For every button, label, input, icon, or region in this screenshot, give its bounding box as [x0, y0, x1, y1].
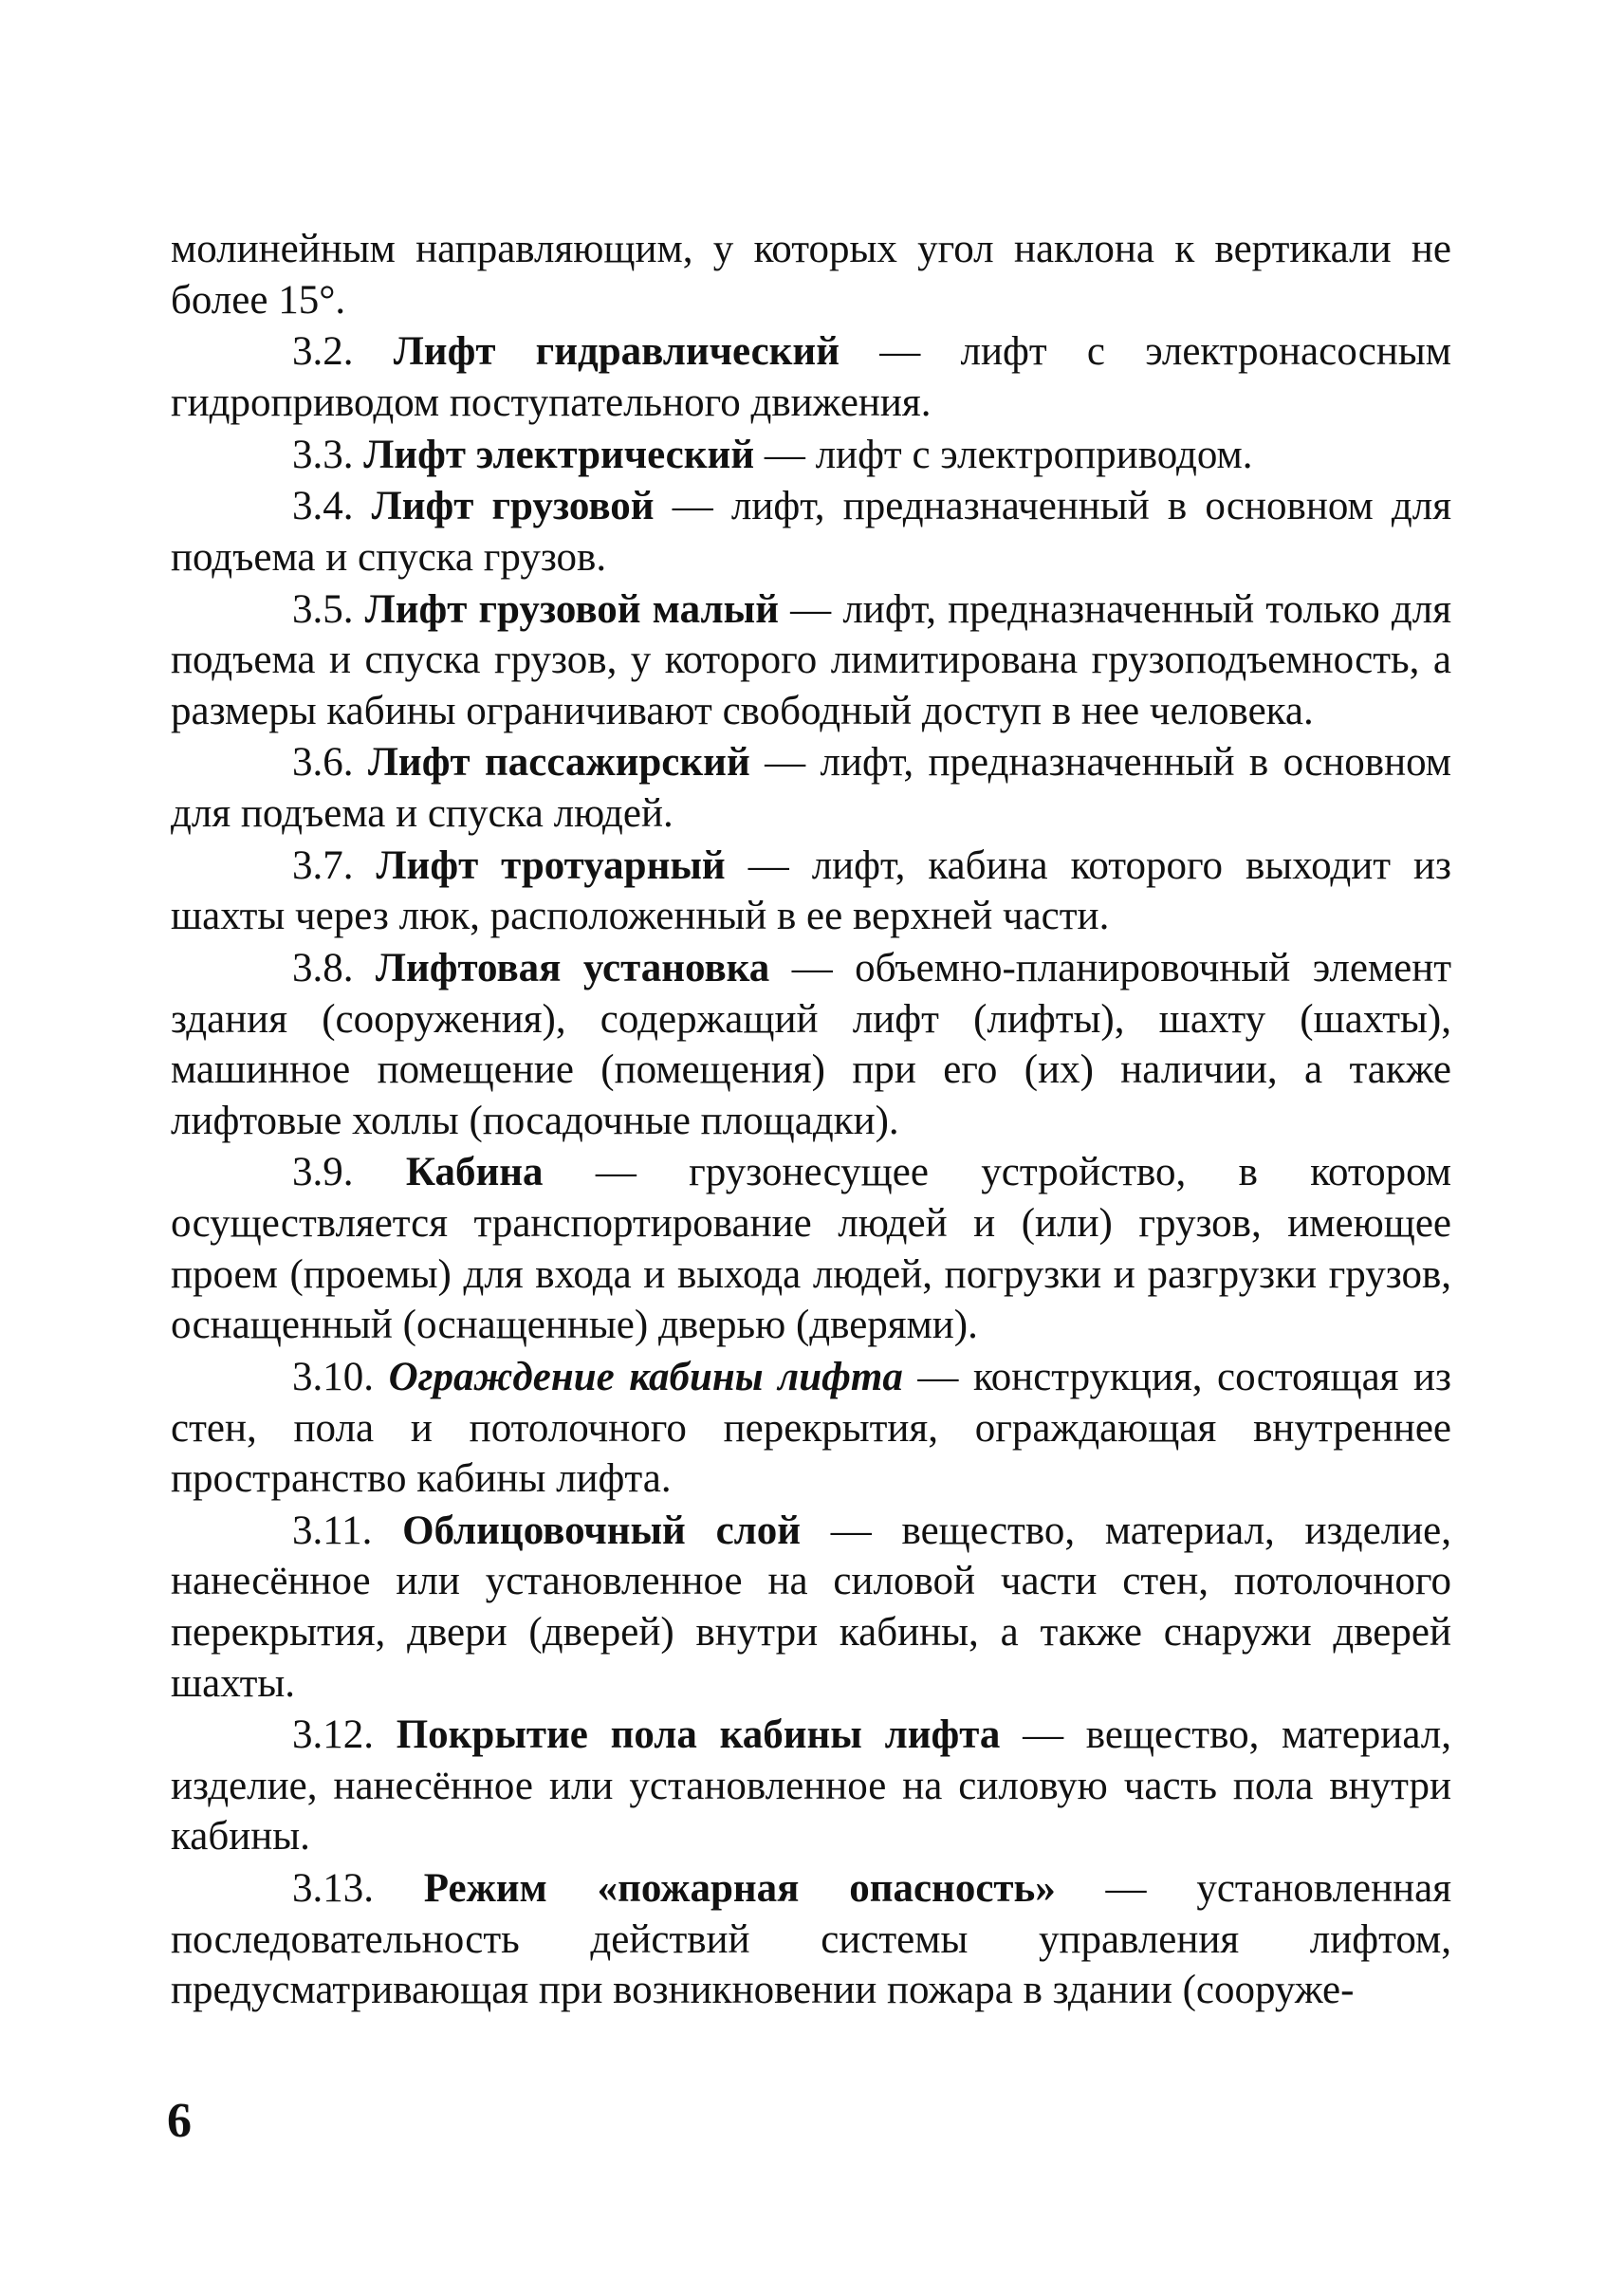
definition-dash: —	[725, 842, 812, 888]
definition-term: Облицовочный слой	[402, 1508, 802, 1553]
definition-dash: —	[654, 484, 731, 529]
definition-dash: —	[779, 586, 843, 632]
definition-text: объемно-планировочный элемент здания (сооружения), содержащий лифт (лифты), шахту (шахты), машинное помещение (помещения) при его (их) наличии, а также лифтовые холлы (посадочные площадки).	[171, 945, 1452, 1143]
definition-term: Лифт тротуарный	[376, 842, 726, 888]
definition-3-11	[171, 1506, 1451, 1709]
definition-number: 3.8.	[292, 945, 354, 990]
definition-3-8	[171, 943, 1451, 1146]
definition-term: Режим «пожарная опасность»	[423, 1866, 1056, 1912]
definition-number: 3.3.	[292, 432, 354, 477]
definition-text: установленная последовательность действий системы управления лифтом, предусматривающая при возникновении пожара в здании (сооруже-	[171, 1866, 1452, 2013]
definition-text: лифт, предназначенный в основном для подъема и спуска людей.	[171, 740, 1452, 836]
definition-number: 3.10.	[292, 1354, 374, 1399]
definition-term: Лифт гидравлический	[393, 329, 840, 375]
definition-3-7	[171, 841, 1451, 942]
definition-number: 3.11.	[292, 1508, 373, 1553]
definition-term: Лифт электрический	[363, 432, 755, 477]
definition-text: лифт, предназначенный в основном для подъема и спуска грузов.	[171, 484, 1452, 580]
definition-term: Лифт грузовой	[371, 484, 655, 529]
definition-number: 3.12.	[292, 1712, 374, 1758]
definition-dash: —	[839, 329, 961, 375]
definition-dash: —	[749, 740, 821, 786]
definition-term: Покрытие пола кабины лифта	[396, 1712, 1001, 1758]
definition-3-10	[171, 1352, 1451, 1505]
body-text	[171, 224, 1451, 2017]
definition-term: Ограждение кабины лифта	[388, 1354, 903, 1399]
definition-3-2	[171, 326, 1451, 428]
definition-dash: —	[769, 945, 856, 990]
definition-term: Лифт пассажирский	[367, 740, 750, 786]
definition-number: 3.13.	[292, 1866, 374, 1912]
definition-term: Лифтовая установка	[375, 945, 770, 990]
definition-dash: —	[801, 1508, 902, 1553]
definition-text: лифт с электронасосным гидроприводом поступательного движения.	[171, 329, 1452, 425]
continuation-paragraph: молинейным направляющим, у которых угол наклона к вертикали не более 15°.	[171, 227, 1451, 323]
definition-dash: —	[543, 1150, 690, 1195]
definition-dash: —	[902, 1354, 973, 1399]
definition-dash: —	[754, 432, 816, 477]
definition-3-12	[171, 1710, 1451, 1862]
definition-text: конструкция, состоящая из стен, пола и потолочного перекрытия, ограждающая внутреннее пространство кабины лифта.	[171, 1354, 1451, 1502]
definition-3-9	[171, 1147, 1451, 1350]
definition-number: 3.5.	[292, 586, 354, 632]
definition-number: 3.4.	[292, 484, 354, 529]
page-number: 6	[167, 2094, 192, 2148]
definition-3-3	[171, 430, 1451, 481]
definition-3-13	[171, 1863, 1451, 2016]
definition-3-6	[171, 737, 1451, 839]
definition-number: 3.9.	[292, 1150, 354, 1195]
definition-number: 3.2.	[292, 329, 354, 375]
definition-text: вещество, материал, изделие, нанесённое или установленное на силовую часть пола внутри кабины.	[171, 1712, 1451, 1860]
definition-number: 3.7.	[292, 842, 354, 888]
definition-term: Кабина	[405, 1150, 544, 1195]
definition-3-4	[171, 481, 1451, 583]
definition-text: грузонесущее устройство, в котором осуществляется транспортирование людей и (или) грузов, имеющее проем (проемы) для входа и выхода людей, погрузки и разгрузки грузов, оснащенный (оснащенные) дверью (дверями).	[171, 1150, 1452, 1348]
definition-term: Лифт грузовой малый	[364, 586, 780, 632]
definition-text: лифт, кабина которого выходит из шахты через люк, расположенный в ее верхней части.	[171, 842, 1452, 939]
definition-text: вещество, материал, изделие, нанесённое или установленное на силовой части стен, потолочного перекрытия, двери (дверей) внутри кабины, а также снаружи дверей шахты.	[171, 1508, 1452, 1706]
definition-3-5	[171, 584, 1451, 737]
definition-number: 3.6.	[292, 740, 354, 786]
definition-dash: —	[1000, 1712, 1086, 1758]
definition-text: лифт с электроприводом.	[815, 432, 1253, 477]
definition-text: лифт, предназначенный только для подъема и спуска грузов, у которого лимитирована грузоподъемность, а размеры кабины ограничивают свободный доступ в нее человека.	[171, 586, 1451, 733]
definition-dash: —	[1055, 1866, 1197, 1912]
